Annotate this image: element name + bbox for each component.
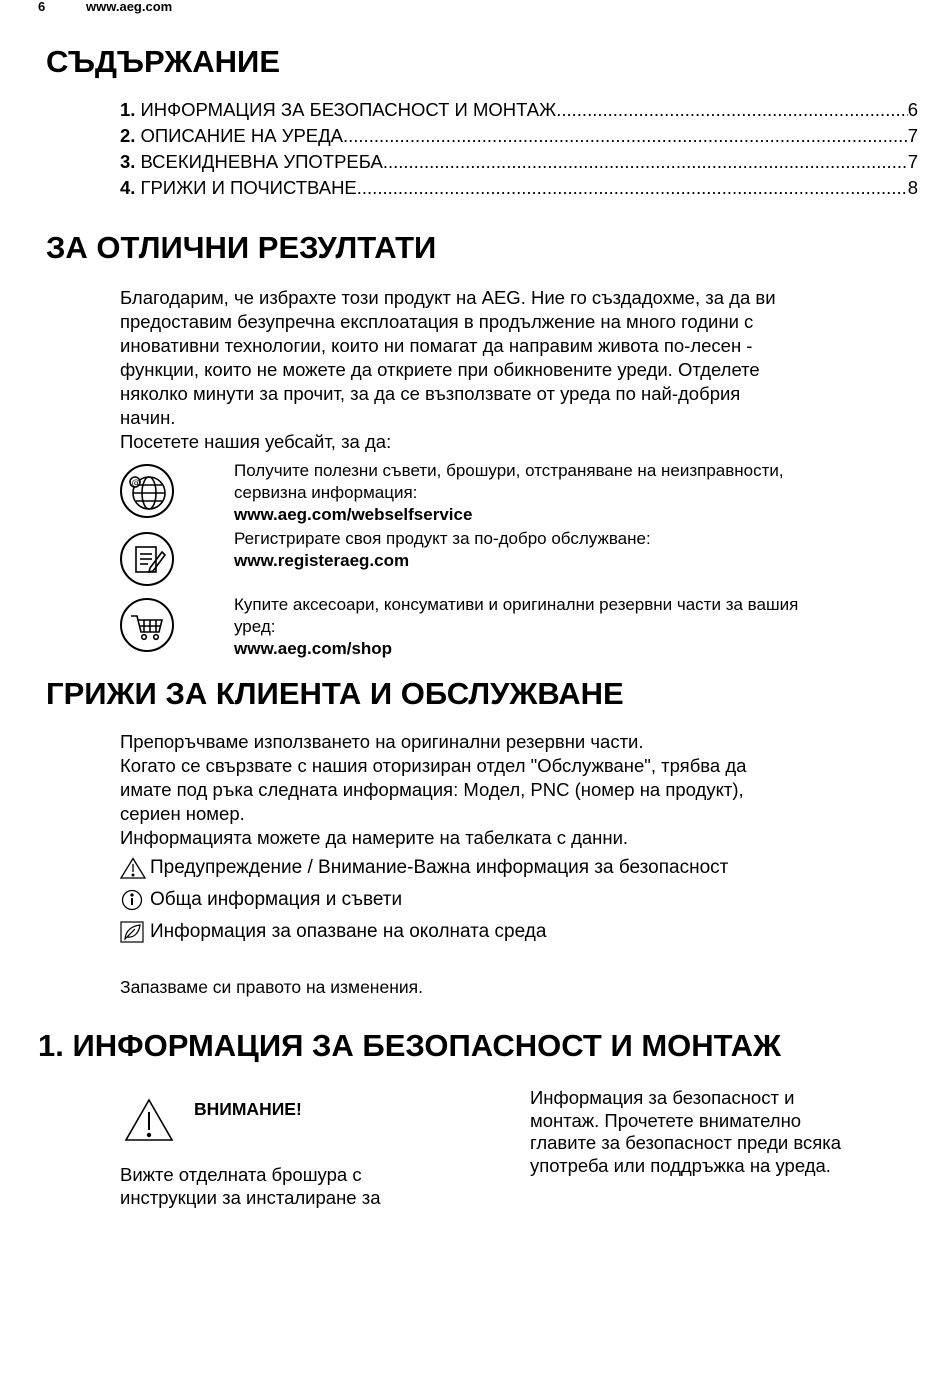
safety-right-text: Информация за безопасност и монтаж. Прочетете внимателно главите за безопасност преди всяка употреба или поддръжка на уреда. [530, 1087, 842, 1176]
page-number: 6 [38, 0, 46, 14]
toc-item[interactable]: 1. ИНФОРМАЦИЯ ЗА БЕЗОПАСНОСТ И МОНТАЖ ..... 6 [120, 98, 918, 122]
results-intro: Благодарим, че избрахте този продукт на AEG. Ние го създадохме, за да ви предоставим безупречна експлоатация в продължение на много години с иновативни технологии, които ни помагат да направим живота по-лесен - функции, които не можете да откриете при обикновените уреди. Отделете няколко минути за прочит, за да се възползвате от уреда по най-добрия начин. Посетете нашия уебсайт, за да: [120, 287, 776, 452]
symbol-warning-row: Предупреждение / Внимание-Важна информация за безопасност [120, 856, 728, 880]
toc-item-page: 7 [907, 125, 918, 146]
warning-label: ВНИМАНИЕ! [194, 1099, 302, 1119]
symbol-environment-row: Информация за опазване на околната среда [120, 920, 546, 944]
toc-item-page: 7 [907, 151, 918, 172]
cart-icon [120, 598, 174, 652]
toc-leader [343, 124, 908, 148]
toc-item-label: ВСЕКИДНЕВНА УПОТРЕБА [140, 151, 383, 172]
webselfservice-link[interactable]: www.aeg.com/webselfservice [234, 505, 473, 524]
safety-left-text: Вижте отделната брошура с инструкции за инсталиране за [120, 1164, 381, 1208]
toc-item[interactable]: 4. ГРИЖИ И ПОЧИСТВАНЕ ..... 8 [120, 176, 918, 200]
globe-icon [120, 464, 174, 518]
care-text: Препоръчваме използването на оригинални резервни части. Когато се свързвате с нашия оторизиран отдел "Обслужване", трябва да имате под ръка следната информация: Модел, PNC (номер на продукт), сериен номер. Информацията можете да намерите на табелката с данни. [120, 731, 747, 848]
results-title: ЗА ОТЛИЧНИ РЕЗУЛТАТИ [46, 230, 437, 265]
warning-icon [120, 857, 146, 879]
toc-leader [383, 150, 908, 174]
care-title: ГРИЖИ ЗА КЛИЕНТА И ОБСЛУЖВАНЕ [46, 676, 624, 711]
safety-title: 1. ИНФОРМАЦИЯ ЗА БЕЗОПАСНОСТ И МОНТАЖ [38, 1028, 782, 1063]
info-icon [120, 889, 146, 911]
service-webself: Получите полезни съвети, брошури, отстраняване на неизправности, сервизна информация: www.aeg.com/webselfservice [234, 460, 884, 526]
contents-title: СЪДЪРЖАНИЕ [46, 44, 280, 79]
toc-item[interactable]: 2. ОПИСАНИЕ НА УРЕДА ..... 7 [120, 124, 918, 148]
toc-item[interactable]: 3. ВСЕКИДНЕВНА УПОТРЕБА ..... 7 [120, 150, 918, 174]
leaf-icon [120, 921, 146, 943]
toc-item-label: ИНФОРМАЦИЯ ЗА БЕЗОПАСНОСТ И МОНТАЖ [140, 99, 557, 120]
warning-icon [124, 1098, 174, 1142]
reserve-note: Запазваме си правото на изменения. [120, 977, 423, 997]
header-url: www.aeg.com [86, 0, 173, 14]
service-register: Регистрирате своя продукт за по-добро обслужване: www.registeraeg.com [234, 528, 884, 572]
service-shop: Купите аксесоари, консумативи и оригинални резервни части за вашия уред: www.aeg.com/shop [234, 594, 884, 660]
register-icon [120, 532, 174, 586]
toc-leader [556, 98, 907, 122]
toc-item-label: ГРИЖИ И ПОЧИСТВАНЕ [140, 177, 357, 198]
svg-text:@: @ [131, 478, 141, 489]
toc-item-label: ОПИСАНИЕ НА УРЕДА [140, 125, 343, 146]
shop-link[interactable]: www.aeg.com/shop [234, 639, 393, 658]
register-link[interactable]: www.registeraeg.com [234, 551, 410, 570]
toc-item-page: 8 [907, 177, 918, 198]
symbol-info-row: Обща информация и съвети [120, 888, 402, 912]
toc-leader [357, 176, 908, 200]
toc-item-page: 6 [907, 99, 918, 120]
